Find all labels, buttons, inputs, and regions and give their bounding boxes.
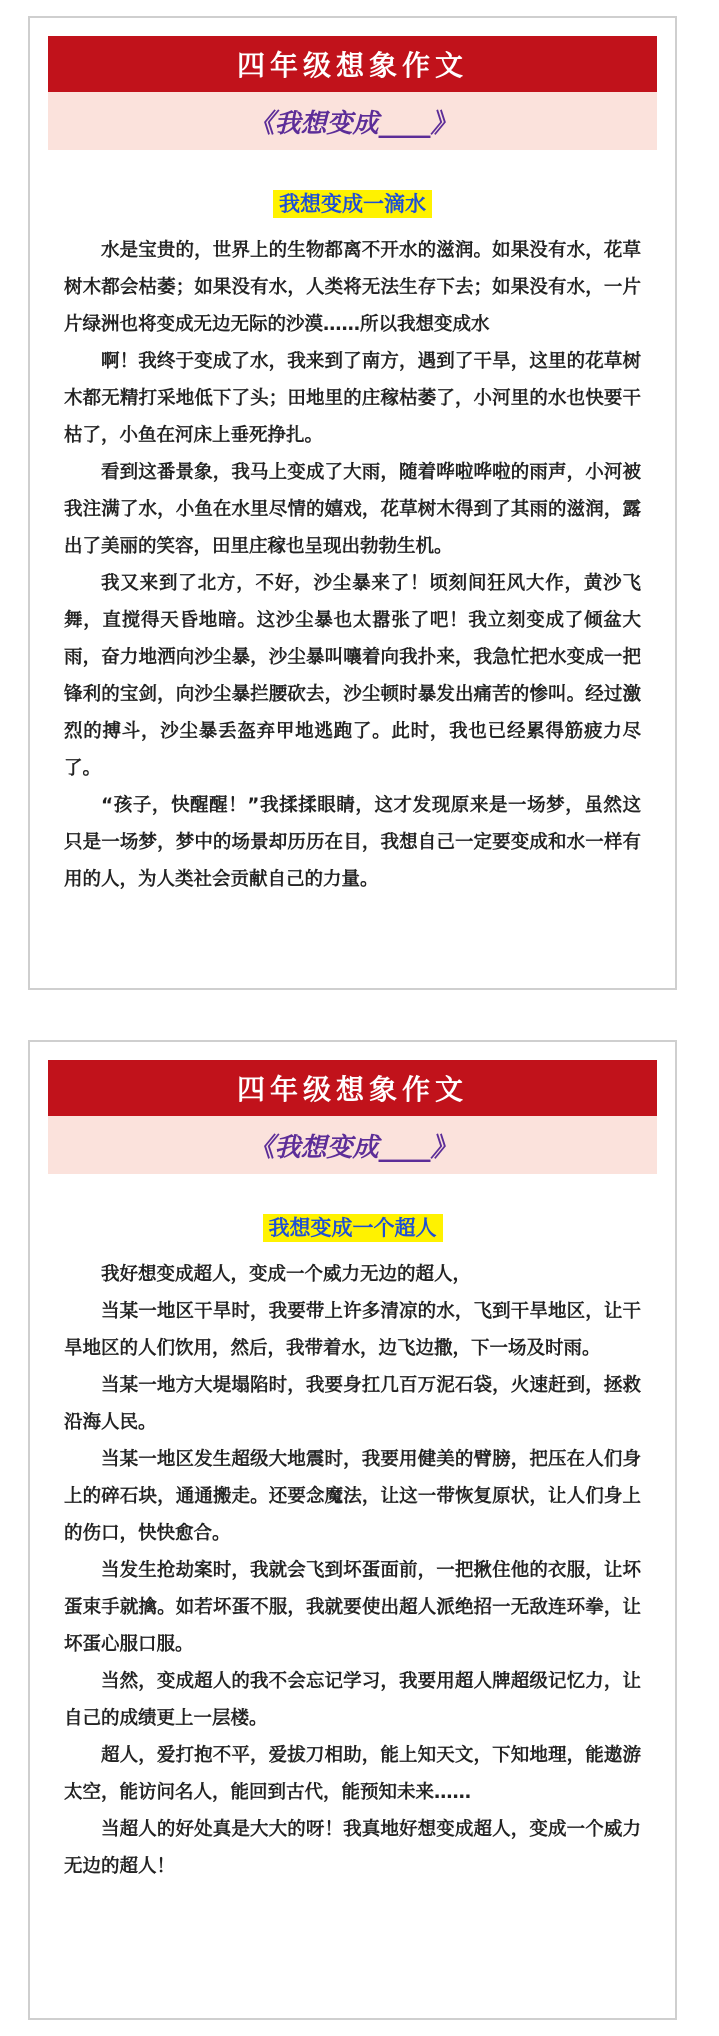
essay-paragraph: 当超人的好处真是大大的呀！我真地好想变成超人，变成一个威力无边的超人！: [64, 1819, 641, 1877]
essay-paragraph: 当然，变成超人的我不会忘记学习，我要用超人牌超级记忆力，让自己的成绩更上一层楼。: [64, 1671, 641, 1729]
essay-card-2: [28, 1040, 677, 2020]
essay-paragraph: 当某一地区发生超级大地震时，我要用健美的臂膀，把压在人们身上的碎石块，通通搬走。还要念魔法，让这一带恢复原状，让人们身上的伤口，快快愈合。: [64, 1449, 641, 1544]
essay-paragraph: 超人，爱打抱不平，爱拔刀相助，能上知天文，下知地理，能遨游太空，能访问名人，能回到古代，能预知未来……: [64, 1745, 641, 1803]
card-banner: 四年级想象作文: [48, 36, 657, 92]
essay-paragraph: 我又来到了北方，不好，沙尘暴来了！顷刻间狂风大作，黄沙飞舞，直搅得天昏地暗。这沙尘暴也太嚣张了吧！我立刻变成了倾盆大雨，奋力地洒向沙尘暴，沙尘暴叫嚷着向我扑来，我急忙把水变成一把锋利的宝剑，向沙尘暴拦腰砍去，沙尘顿时暴发出痛苦的惨叫。经过激烈的搏斗，沙尘暴丢盔弃甲地逃跑了。此时，我也已经累得筋疲力尽了。: [64, 573, 641, 779]
essay-body: [64, 1256, 641, 1885]
essay-body: [64, 232, 641, 898]
essay-card-1: [28, 16, 677, 990]
essay-paragraph: 当某一地区干旱时，我要带上许多清凉的水，飞到干旱地区，让干旱地区的人们饮用，然后，我带着水，边飞边撒，下一场及时雨。: [64, 1301, 641, 1359]
essay-paragraph: 我好想变成超人，变成一个威力无边的超人，: [101, 1264, 472, 1285]
essay-paragraph: 啊！我终于变成了水，我来到了南方，遇到了干旱，这里的花草树木都无精打采地低下了头；田地里的庄稼枯萎了，小河里的水也快要干枯了，小鱼在河床上垂死挣扎。: [64, 351, 641, 446]
essay-paragraph: “孩子，快醒醒！”我揉揉眼睛，这才发现原来是一场梦，虽然这只是一场梦，梦中的场景却历历在目，我想自己一定要变成和水一样有用的人，为人类社会贡献自己的力量。: [64, 795, 641, 890]
essay-title: 我想变成一滴水: [273, 190, 432, 218]
essay-paragraph: 看到这番景象，我马上变成了大雨，随着哗啦哗啦的雨声，小河被我注满了水，小鱼在水里尽情的嬉戏，花草树木得到了其雨的滋润，露出了美丽的笑容，田里庄稼也呈现出勃勃生机。: [64, 462, 641, 557]
card-banner: 四年级想象作文: [48, 1060, 657, 1116]
essay-paragraph: 当某一地方大堤塌陷时，我要身扛几百万泥石袋，火速赶到，拯救沿海人民。: [64, 1375, 641, 1433]
essay-paragraph: 水是宝贵的，世界上的生物都离不开水的滋润。如果没有水，花草树木都会枯萎；如果没有水，人类将无法生存下去；如果没有水，一片片绿洲也将变成无边无际的沙漠……所以我想变成水: [64, 240, 641, 335]
topic-bar: 《我想变成____》: [48, 92, 657, 150]
topic-bar: 《我想变成____》: [48, 1116, 657, 1174]
essay-paragraph: 当发生抢劫案时，我就会飞到坏蛋面前，一把揪住他的衣服，让坏蛋束手就擒。如若坏蛋不服，我就要使出超人派绝招一无敌连环拳，让坏蛋心服口服。: [64, 1560, 641, 1655]
essay-title: 我想变成一个超人: [263, 1214, 443, 1242]
